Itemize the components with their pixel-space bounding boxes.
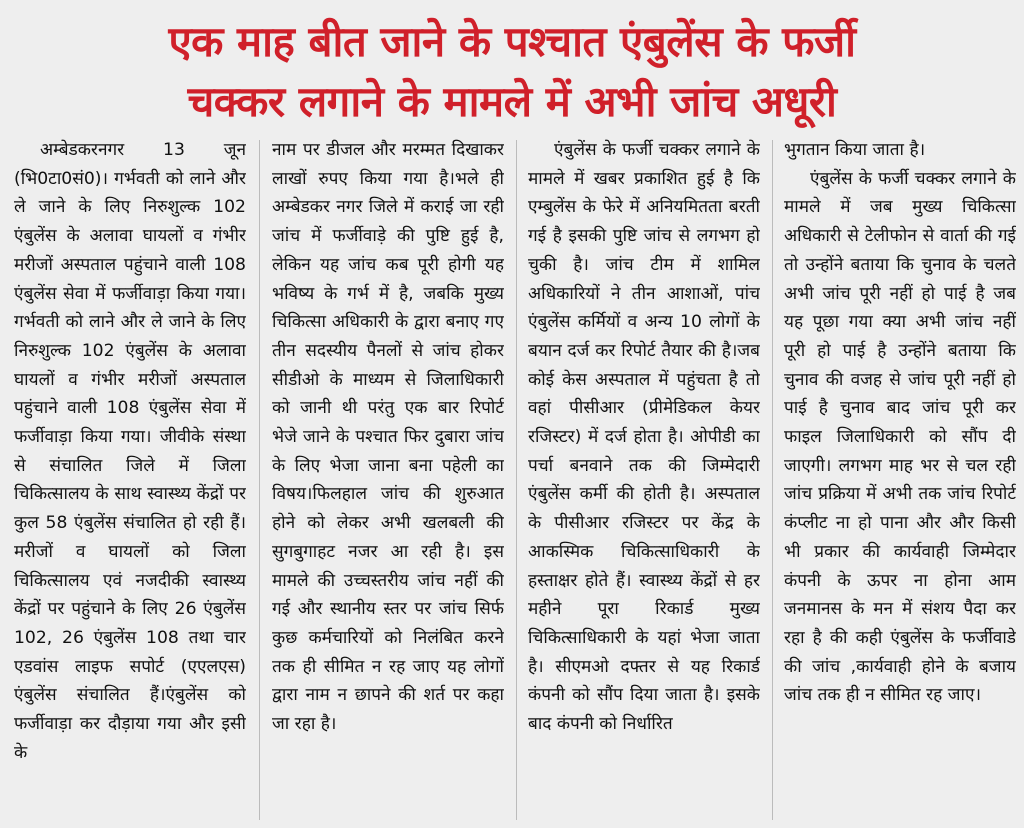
paragraph: एंबुलेंस के फर्जी चक्कर लगाने के मामले में जब मुख्य चिकित्सा अधिकारी से टेलीफोन से वार्ता की गई तो उन्होंने बताया कि चुनाव के चलते अभी जांच पूरी नहीं हो पाई है जब यह पूछा गया क्या अभी जांच नहीं पूरी हो पाई है उन्होंने बताया कि चुनाव की वजह से जांच पूरी नहीं हो पाई है चुनाव बाद जांच पूरी कर फाइल जिलाधिकारी को सौंप दी जाएगी। लगभग माह भर से चल रही जांच प्रक्रिया में अभी तक जांच रिपोर्ट कंप्लीट ना हो पाना और और किसी भी प्रकार की कार्यवाही जिम्मेदार कंपनी के ऊपर ना होना आम जनमानस के मन में संशय पैदा कर रहा है की कही एंबुलेंस के फर्जीवाडे की जांच ,कार्यवाही होने के बजाय जांच तक ही न सीमित रह जाए।	[784, 168, 1016, 706]
article-column-4	[784, 136, 1016, 826]
article-column-3	[528, 136, 760, 826]
paragraph: एंबुलेंस के फर्जी चक्कर लगाने के मामले में खबर प्रकाशित हुई है कि एम्बुलेंस के फेरे में अनियमितता बरती गई है इसकी पुष्टि जांच से लगभग हो चुकी है। जांच टीम में शामिल अधिकारियों ने तीन आशाओं, पांच एंबुलेंस कर्मियों व अन्य 10 लोगों के बयान दर्ज कर रिपोर्ट तैयार की है।जब कोई केस अस्पताल में पहुंचता है तो वहां पीसीआर (प्रीमेडिकल केयर रजिस्टर) में दर्ज होता है। ओपीडी का पर्चा बनवाने तक की जिम्मेदारी एंबुलेंस कर्मी की होती है। अस्पताल के पीसीआर रजिस्टर पर केंद्र के आकस्मिक चिकित्साधिकारी के हस्ताक्षर होते हैं। स्वास्थ्य केंद्रों से हर महीने पूरा रिकार्ड मुख्य चिकित्साधिकारी के यहां भेजा जाता है। सीएमओ दफ्तर से यह रिकार्ड कंपनी को सौंप दिया जाता है। इसके बाद कंपनी को निर्धारित	[528, 140, 760, 735]
article-column-2	[272, 136, 504, 826]
column-divider	[259, 140, 260, 820]
paragraph: नाम पर डीजल और मरम्मत दिखाकर लाखों रुपए किया गया है।भले ही अम्बेडकर नगर जिले में कराई जा रही जांच में फर्जीवाड़े की पुष्टि हुई है, लेकिन यह जांच कब पूरी होगी यह भविष्य के गर्भ में है, जबकि मुख्य चिकित्सा अधिकारी के द्वारा बनाए गए तीन सदस्यीय पैनलों से जांच होकर सीडीओ के माध्यम से जिलाधिकारी को जानी थी परंतु एक बार रिपोर्ट भेजे जाने के पश्चात फिर दुबारा जांच के लिए भेजा जाना बना पहेली का विषय।फिलहाल जांच की शुरुआत होने को लेकर अभी खलबली की सुगबुगाहट नजर आ रही है। इस मामले की उच्चस्तरीय जांच नहीं की गई और स्थानीय स्तर पर जांच सिर्फ कुछ कर्मचारियों को निलंबित करने तक ही सीमित न रह जाए यह लोगों द्वारा नाम न छापने की शर्त पर कहा जा रहा है।	[272, 140, 504, 735]
headline-line-2: चक्कर लगाने के मामले में अभी जांच अधूरी	[187, 77, 837, 126]
paragraph: अम्बेडकरनगर 13 जून (भि0टा0सं0)। गर्भवती को लाने और ले जाने के लिए निरुशुल्क 102 एंबुलेंस के अलावा घायलों व गंभीर मरीजों अस्पताल पहुंचाने वाली 108 एंबुलेंस सेवा में फर्जीवाड़ा किया गया। गर्भवती को लाने और ले जाने के लिए निरुशुल्क 102 एंबुलेंस के अलावा घायलों व गंभीर मरीजों अस्पताल पहुंचाने वाली 108 एंबुलेंस सेवा में फर्जीवाड़ा किया गया। जीवीके संस्था से संचालित जिले में जिला चिकित्सालय के साथ स्वास्थ्य केंद्रों पर कुल 58 एंबुलेंस संचालित हो रही हैं। मरीजों व घायलों को जिला चिकित्सालय एवं नजदीकी स्वास्थ्य केंद्रों पर पहुंचाने के लिए 26 एंबुलेंस 102, 26 एंबुलेंस 108 तथा चार एडवांस लाइफ सपोर्ट (एएलएस) एंबुलेंस संचालित हैं।एंबुलेंस को फर्जीवाड़ा कर दौड़ाया गया और इसी के	[14, 140, 246, 763]
column-divider	[516, 140, 517, 820]
column-divider	[772, 140, 773, 820]
article-column-1	[14, 136, 246, 826]
paragraph: भुगतान किया जाता है।	[784, 140, 926, 160]
headline-line-1: एक माह बीत जाने के पश्चात एंबुलेंस के फर्जी	[168, 17, 856, 66]
